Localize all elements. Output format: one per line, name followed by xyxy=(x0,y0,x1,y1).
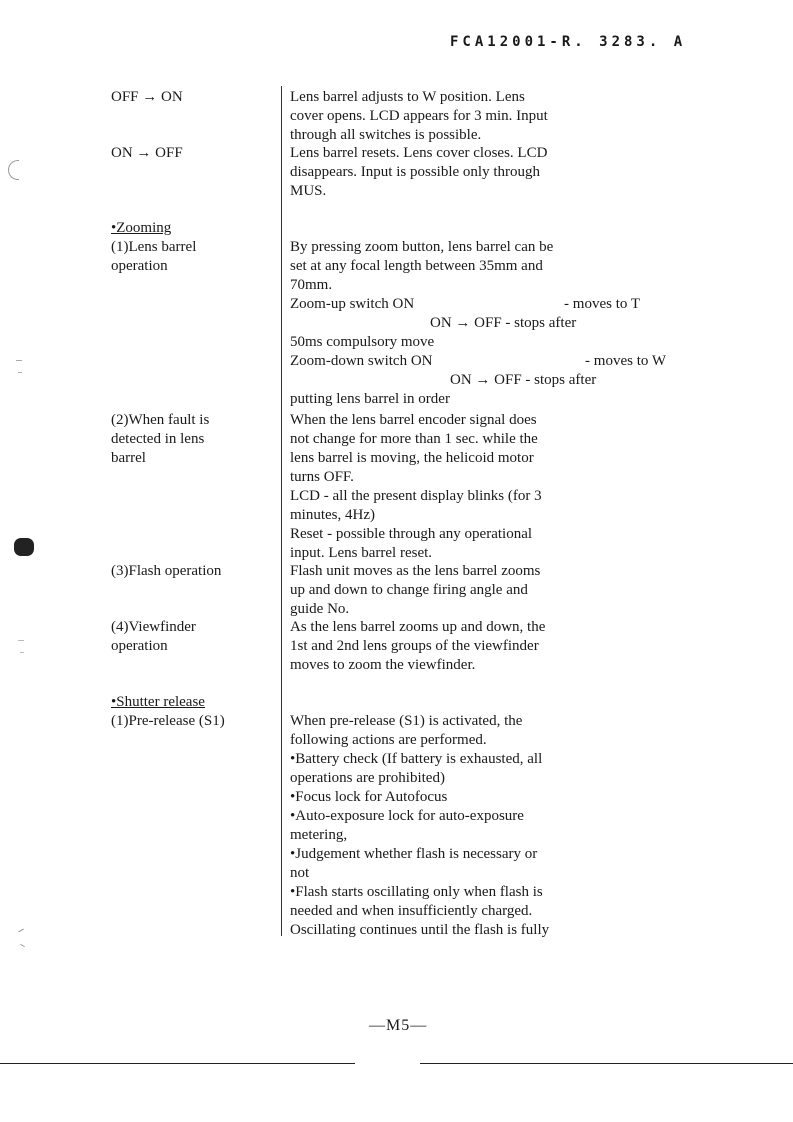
desc-line: disappears. Input is possible only through xyxy=(290,164,540,180)
left-label-line: barrel xyxy=(111,450,146,466)
zooming-heading: •Zooming xyxy=(111,220,172,236)
left-label-viewfinder-operation xyxy=(111,618,276,656)
desc-fault xyxy=(290,411,670,563)
desc-line: Oscillating continues until the flash is fully xyxy=(290,922,550,938)
left-label-line: (1)Lens barrel xyxy=(111,239,197,255)
left-label-line: detected in lens xyxy=(111,431,205,447)
desc-line: 1st and 2nd lens groups of the viewfinder xyxy=(290,638,539,654)
margin-mark xyxy=(18,640,24,641)
zoom-up-compulsory: 50ms compulsory move xyxy=(290,334,435,350)
desc-line: not xyxy=(290,865,310,881)
left-label-line: (2)When fault is xyxy=(111,412,210,428)
desc-on-off xyxy=(290,144,670,201)
desc-line: metering, xyxy=(290,827,348,843)
zoom-up-switch: Zoom-up switch ON xyxy=(290,296,415,312)
page-number: —M5— xyxy=(369,1017,428,1034)
zoom-up-row xyxy=(290,295,670,314)
left-label-lens-barrel-operation xyxy=(111,238,276,276)
desc-line: following actions are performed. xyxy=(290,732,487,748)
desc-off-on xyxy=(290,88,670,145)
desc-line: As the lens barrel zooms up and down, the xyxy=(290,619,546,635)
margin-mark xyxy=(20,652,24,653)
zoom-down-switch: Zoom-down switch ON xyxy=(290,353,433,369)
zoom-down-release: ON → OFF - stops after xyxy=(450,372,597,388)
desc-line: 70mm. xyxy=(290,277,333,293)
footer-rule-right xyxy=(420,1063,793,1064)
desc-line: input. Lens barrel reset. xyxy=(290,545,433,561)
shutter-release-heading: •Shutter release xyxy=(111,694,205,710)
left-label-flash-operation: (3)Flash operation xyxy=(111,563,222,579)
column-divider xyxy=(281,86,282,936)
desc-line: minutes, 4Hz) xyxy=(290,507,375,523)
zoom-up-action: - moves to T xyxy=(564,296,640,312)
desc-flash-operation xyxy=(290,562,670,619)
desc-line: up and down to change firing angle and xyxy=(290,582,528,598)
zoom-down-action: - moves to W xyxy=(585,353,666,369)
desc-line: not change for more than 1 sec. while the xyxy=(290,431,538,447)
desc-line: Lens barrel adjusts to W position. Lens xyxy=(290,89,525,105)
desc-line: turns OFF. xyxy=(290,469,354,485)
margin-mark xyxy=(20,944,25,947)
desc-pre-release xyxy=(290,712,670,940)
desc-line: •Focus lock for Autofocus xyxy=(290,789,448,805)
desc-line: MUS. xyxy=(290,183,327,199)
margin-mark xyxy=(18,929,24,933)
zoom-down-order: putting lens barrel in order xyxy=(290,391,450,407)
left-label-line: operation xyxy=(111,258,168,274)
binder-hole-mark xyxy=(14,538,34,556)
desc-line: When pre-release (S1) is activated, the xyxy=(290,713,523,729)
desc-line: •Battery check (If battery is exhausted, all xyxy=(290,751,543,767)
document-id: FCA12001-R. 3283. A xyxy=(450,34,687,50)
margin-mark xyxy=(8,160,19,180)
margin-mark xyxy=(18,372,22,373)
left-label-line: (4)Viewfinder xyxy=(111,619,196,635)
desc-line: moves to zoom the viewfinder. xyxy=(290,657,476,673)
footer-rule-left xyxy=(0,1063,355,1064)
desc-line: Lens barrel resets. Lens cover closes. LCD xyxy=(290,145,548,161)
desc-lens-barrel-operation xyxy=(290,238,670,409)
desc-line: •Judgement whether flash is necessary or xyxy=(290,846,538,862)
desc-line: Flash unit moves as the lens barrel zooms xyxy=(290,563,541,579)
zoom-up-release: ON → OFF - stops after xyxy=(430,315,577,331)
desc-line: set at any focal length between 35mm and xyxy=(290,258,543,274)
desc-line: cover opens. LCD appears for 3 min. Input xyxy=(290,108,548,124)
left-label-line: operation xyxy=(111,638,168,654)
desc-line: Reset - possible through any operational xyxy=(290,526,533,542)
desc-line: By pressing zoom button, lens barrel can be xyxy=(290,239,554,255)
zoom-down-row xyxy=(290,352,670,371)
left-label-fault xyxy=(111,411,276,468)
desc-line: lens barrel is moving, the helicoid motor xyxy=(290,450,534,466)
left-label-on-off: ON → OFF xyxy=(111,145,183,161)
desc-line: needed and when insufficiently charged. xyxy=(290,903,533,919)
desc-line: guide No. xyxy=(290,601,350,617)
left-label-off-on: OFF → ON xyxy=(111,89,183,105)
margin-mark xyxy=(16,360,22,361)
desc-line: •Auto-exposure lock for auto-exposure xyxy=(290,808,524,824)
desc-line: LCD - all the present display blinks (for 3 xyxy=(290,488,542,504)
desc-line: operations are prohibited) xyxy=(290,770,445,786)
desc-viewfinder-operation xyxy=(290,618,670,675)
desc-line: •Flash starts oscillating only when flash is xyxy=(290,884,543,900)
left-label-pre-release: (1)Pre-release (S1) xyxy=(111,713,225,729)
desc-line: When the lens barrel encoder signal does xyxy=(290,412,537,428)
desc-line: through all switches is possible. xyxy=(290,127,482,143)
